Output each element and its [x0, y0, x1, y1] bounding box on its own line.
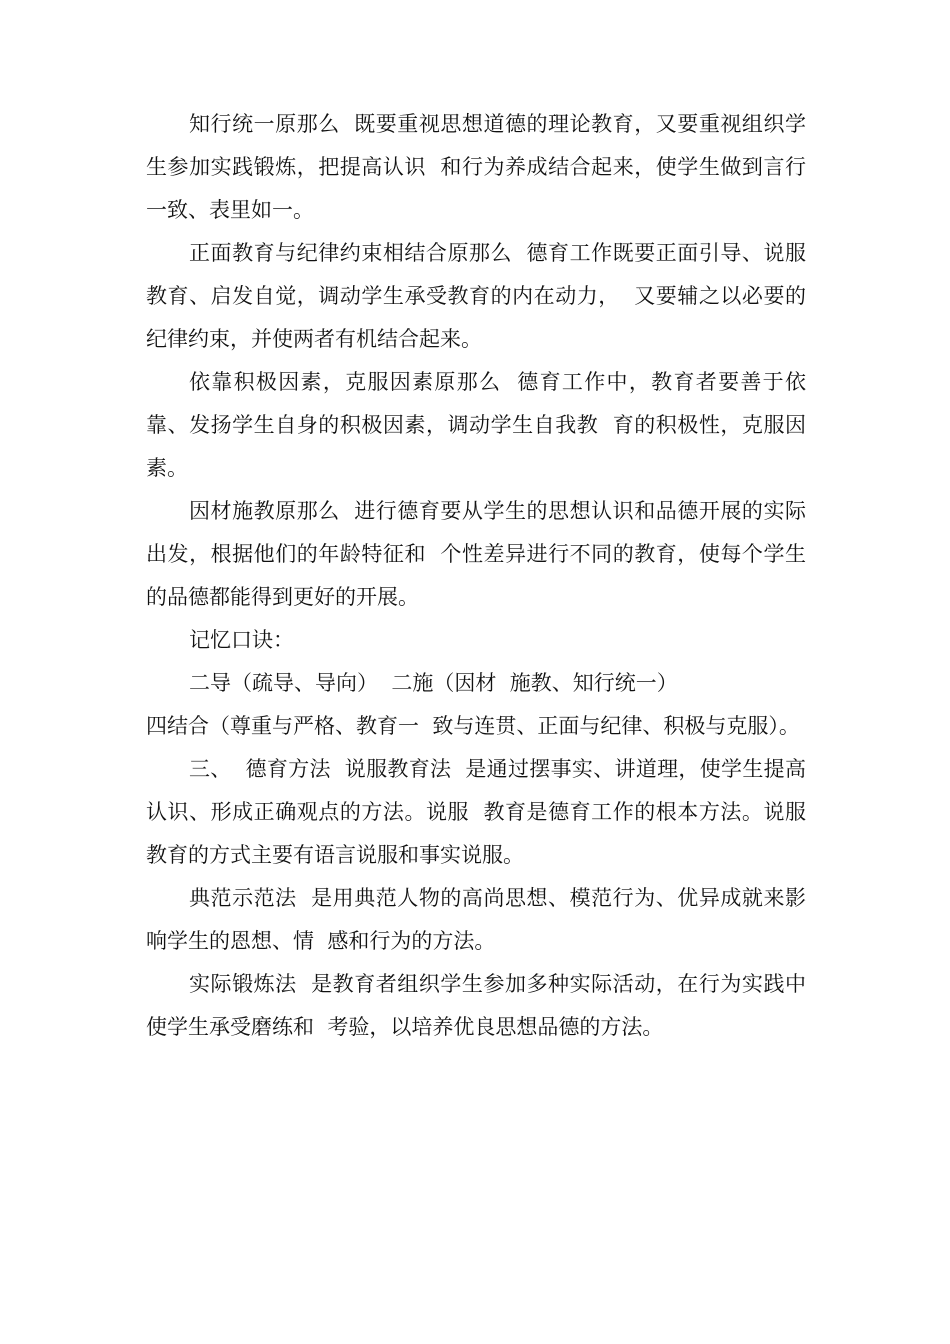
paragraph-positive-education-and-discipline: 正面教育与纪律约束相结合原那么 德育工作既要正面引导、说服教育、启发自觉，调动学生承受教育的内在动力， 又要辅之以必要的纪律约束，并使两者有机结合起来。 [146, 241, 806, 351]
paragraph-mnemonic-line-1: 二导（疏导、导向） 二施（因材 施教、知行统一） [189, 671, 678, 695]
paragraph-mnemonic-line-2: 四结合（尊重与严格、教育一 致与连贯、正面与纪律、积极与克服）。 [146, 714, 800, 738]
paragraph-role-model-method: 典范示范法 是用典范人物的高尚思想、模范行为、优异成就来影响学生的恩想、情 感和行为的方法。 [146, 886, 806, 953]
document-body [146, 103, 806, 1049]
paragraph-persuasion-method: 三、 德育方法 说服教育法 是通过摆事实、讲道理，使学生提高认识、形成正确观点的方法。说服 教育是德育工作的根本方法。说服教育的方式主要有语言说服和事实说服。 [146, 757, 806, 867]
paragraph-individualized-teaching: 因材施教原那么 进行德育要从学生的思想认识和品德开展的实际出发，根据他们的年龄特征和 个性差异进行不同的教育，使每个学生的品德都能得到更好的开展。 [146, 499, 806, 609]
paragraph-practical-exercise-method: 实际锻炼法 是教育者组织学生参加多种实际活动，在行为实践中使学生承受磨练和 考验，以培养优良思想品德的方法。 [146, 972, 806, 1039]
paragraph-positive-factors: 依靠积极因素，克服因素原那么 德育工作中，教育者要善于依靠、发扬学生自身的积极因素，调动学生自我教 育的积极性，克服因素。 [146, 370, 806, 480]
paragraph-unity-of-knowledge-and-action: 知行统一原那么 既要重视思想道德的理论教育，又要重视组织学生参加实践锻炼，把提高认识 和行为养成结合起来，使学生做到言行一致、表里如一。 [146, 112, 806, 222]
paragraph-mnemonic-heading: 记忆口诀： [189, 628, 294, 652]
